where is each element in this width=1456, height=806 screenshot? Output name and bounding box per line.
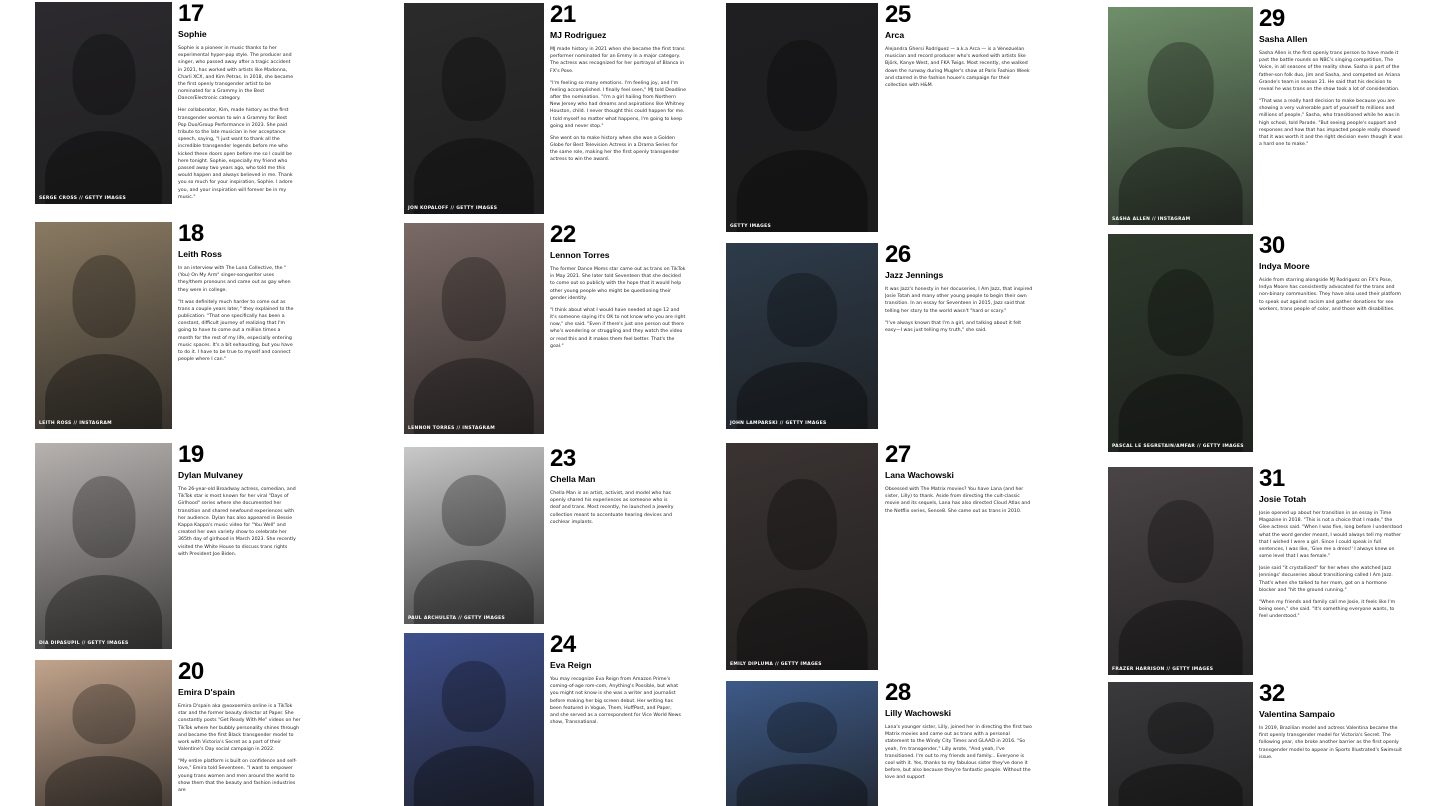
entry-body [178,265,296,363]
entry-person-name: Emira D'spain [178,687,235,697]
entry-body [178,486,298,558]
entry-paragraph: Aside from starring alongside MJ Rodriguez on FX's Pose, Indya Moore has consistently advocated for the trans and non-binary communities. They have also used their platform to speak out against racism and gather donations for sex workers, trans people of color, and those with disabilities. [1259,278,1402,312]
photo-credit: DIA DIPASUPIL // GETTY IMAGES [39,641,129,646]
entry-text [885,443,1033,670]
entry-photo [726,443,878,670]
photo-credit: JOHN LAMPARSKI // GETTY IMAGES [730,421,827,426]
portrait-head-shape [72,684,135,744]
entry-paragraph: Her collaborator, Kim, made history as the first transgender woman to win a Grammy for Best Pop Duo/Group Performance in 2023. She paid tribute to the late musician in her acceptance speech, saying, "I just want to thank all the incredible transgender legends before me who kicked these doors open before me so I could be here tonight. Sophie, especially my friend who passed away two years ago, who told me this would happen and always believed in me. Thank you so much for your inspiration, Sophie. I adore you, and your inspiration will forever be in my music." [178,108,293,200]
portrait-head-shape [767,273,837,347]
entry-photo [404,447,544,624]
entry-text [178,443,298,649]
entry-body [550,676,682,726]
portrait-body-shape [414,358,534,434]
entry-photo [1108,234,1253,452]
portrait-body-shape [45,756,163,806]
entry-paragraph: MJ made history in 2021 when she became the first trans performer nominated for an Emmy in a major category. The actress was recognized for her portrayal of Blanca in FX's Pose. [550,47,685,74]
entry-paragraph: "I think about what I would have needed at age 12 and it's someone saying it's OK to not know who you are right now," she said. "Even if there's just one person out there who's wondering or struggling and they watch the video or read this and it makes them feel better. That's the goal." [550,307,686,349]
entry-body [1259,725,1404,761]
entry-person-name: MJ Rodriguez [550,30,607,40]
entry-paragraph: "That was a really hard decision to make because you are showing a very vulnerable part of yourself to millions and millions of people," Sasha, who transitioned while he was in high school, told Parade. "But seeing people's support and responses and how that has impacted people really showed that it was worth it and the right decision even though it was a hard one to make." [1259,99,1403,148]
entry-body [1259,50,1404,148]
entry-person-name: Eva Reign [550,660,592,670]
entry-text [178,2,296,204]
entry-text [1259,682,1404,806]
entry-paragraph: Lana's younger sister, Lilly, joined her in directing the first two Matrix movies and came out as trans with a personal statement to the Windy City Times and GLAAD in 2016. "So yeah, I'm transgender," Lilly wrote, "And yeah, I've transitioned. I'm out to my friends and family... Everyone is cool with it. Yes, thanks to my fabulous sister they've done it before, but also because they're fantastic people. Without the love and support [885,725,1032,781]
entry-rank-number: 18 [178,222,204,247]
entry-rank-number: 17 [178,2,204,27]
entry-photo [1108,7,1253,225]
entry-photo [35,443,172,649]
entry-paragraph: Obsessed with The Matrix movies? You have Lana (and her sister, Lilly) to thank. Aside from directing the cult-classic movie and its sequels, Lana has also directed Cloud Atlas and the Netflix series, Sense8. She came out as trans in 2010. [885,487,1031,514]
portrait-body-shape [414,746,534,806]
entry-photo [1108,467,1253,675]
entry-body [885,724,1035,782]
portrait-body-shape [45,575,163,649]
entry-text [885,681,1035,806]
entry-rank-number: 25 [885,3,911,28]
entry-photo [726,243,878,429]
portrait-body-shape [45,354,163,429]
photo-credit: EMILY DIPLUMA // GETTY IMAGES [730,662,822,667]
entry-text [178,660,302,806]
portrait-head-shape [72,255,135,338]
entry-paragraph: "I've always known that I'm a girl, and talking about it felt easy—I was just telling my truth," she said. [885,320,1022,333]
portrait-head-shape [442,661,506,732]
entry-body [550,46,686,164]
portrait-head-shape [767,479,837,570]
entry-paragraph: She went on to make history when she won a Golden Globe for Best Television Actress in a Drama Series for the same role, making her the first openly transgender actress to win the award. [550,135,680,163]
entry-person-name: Dylan Mulvaney [178,470,243,480]
entry-body [550,490,678,526]
portrait-body-shape [1118,147,1243,225]
entry-body [178,703,302,794]
entry-photo [726,681,878,806]
entry-person-name: Valentina Sampaio [1259,709,1335,719]
entry-paragraph: The former Dance Moms star came out as trans on TikTok in May 2021. She later told Seventeen that she decided to come out so publicly with the hope that it would help other young people who might be questioning their gender identity. [550,267,686,301]
portrait-head-shape [442,37,506,121]
portrait-head-shape [1147,269,1214,356]
portrait-body-shape [1118,600,1243,675]
entry-person-name: Sophie [178,29,207,39]
entry-paragraph: Josie said "it crystallized" for her when she watched Jazz Jennings' docuseries about transitioning called I Am Jazz. That's when she talked to her mom, got on a hormone blocker and "hit the ground running." [1259,566,1393,593]
entry-rank-number: 22 [550,223,576,248]
entry-paragraph: You may recognize Eva Reign from Amazon Prime's coming-of-age rom-com, Anything's Possible, but what you might not know is she was a writer and journalist before making her big screen debut. Her writing has been featured in Vogue, Them, HuffPost, and Paper, and she served as a correspondent for Vice World News show, Transnational. [550,677,681,726]
entry-body [885,286,1033,334]
portrait-body-shape [1118,374,1243,452]
photo-credit: LEITH ROSS // INSTAGRAM [39,421,112,426]
entry-person-name: Lilly Wachowski [885,708,952,718]
photo-credit: SASHA ALLEN // INSTAGRAM [1112,217,1191,222]
photo-credit: SERGE CROSS // GETTY IMAGES [39,196,126,201]
entry-person-name: Lennon Torres [550,250,610,260]
entry-paragraph: Alejandra Ghersi Rodríguez — a.k.a Arca — is a Venezuelan musician and record producer who's worked with artists like Björk, Kanye West, and FKA Twigs. Most recently, she walked down the runway during Mugler's show at Paris Fashion Week and starred in the fashion house's campaign for their collection with H&M. [885,47,1030,89]
entry-rank-number: 19 [178,443,204,468]
entry-photo [35,660,172,806]
entry-person-name: Leith Ross [178,249,222,259]
entry-paragraph: Josie opened up about her transition in an essay in Time Magazine in 2018. "This is not a choice that I made," the Glee actress said. "When I was five, long before I understood what the word gender meant, I would always tell my mother that I wished I were a girl. Since I could speak in full sentences, I was like, 'Give me a dress!' I always knew on some level that I was female." [1259,511,1403,560]
photo-credit: PAUL ARCHULETA // GETTY IMAGES [408,616,506,621]
entry-person-name: Chella Man [550,474,596,484]
entry-paragraph: Chella Man is an artist, activist, and model who has openly shared his experiences as someone who is deaf and trans. Most recently, he launched a jewelry collection meant to accentuate hearing devices and cochlear implants. [550,491,674,525]
entry-paragraph: Sasha Allen is the first openly trans person to have made it past the battle rounds on NBC's singing competition, The Voice, in all seasons of the reality show. Sasha is part of the father-son folk duo, Jim and Sasha, and competed on Ariana Grande's team in season 21. He said that his decision to reveal he was trans on the show took a lot of consideration. [1259,51,1401,93]
entry-photo [35,222,172,429]
portrait-head-shape [442,257,506,341]
entry-text [550,3,686,214]
portrait-head-shape [767,702,837,754]
entry-rank-number: 24 [550,633,576,658]
entry-body [178,45,296,201]
entry-body [550,266,686,350]
portrait-body-shape [737,150,868,232]
entry-rank-number: 20 [178,660,204,685]
portrait-body-shape [1118,764,1243,806]
entry-paragraph: It was Jazz's honesty in her docuseries, I Am Jazz, that inspired Josie Totah and many other young people to begin their own transition. In an essay for Seventeen in 2015, Jazz said that telling her story to the world wasn't "hard or scary." [885,287,1033,314]
portrait-body-shape [414,138,534,214]
entry-rank-number: 26 [885,243,911,268]
entry-text [1259,7,1404,225]
entry-person-name: Arca [885,30,905,40]
portrait-head-shape [1147,702,1214,753]
portrait-body-shape [45,131,163,204]
entry-body [885,486,1033,515]
entry-person-name: Jazz Jennings [885,270,944,280]
portrait-head-shape [72,34,135,115]
entry-rank-number: 28 [885,681,911,706]
entry-person-name: Indya Moore [1259,261,1310,271]
entry-text [550,633,682,806]
entry-paragraph: "I'm feeling so many emotions. I'm feeling joy, and I'm feeling accomplished. I finally feel seen," MJ told Deadline after the nomination. "I'm a girl hailing from Northern New Jersey who had dreams and aspirations like Whitney Houston, child. I never thought this could happen for me. I told myself no matter what happens, I'm going to keep going and never stop." [550,80,686,129]
entry-body [1259,510,1404,620]
entry-text [550,223,686,434]
entry-person-name: Sasha Allen [1259,34,1308,44]
photo-credit: LENNON TORRES // INSTAGRAM [408,426,495,431]
entry-text [1259,467,1404,675]
entry-paragraph: "My entire platform is built on confidence and self-love," Emira told Seventeen. "I want to empower young trans women and men around the world to show them that the beauty and fashion industries are [178,759,297,794]
entry-photo [404,633,544,806]
entry-paragraph: "When my friends and family call me Josie, it feels like I'm being seen," she said. "It's something everyone wants, to feel understood." [1259,599,1396,620]
entry-person-name: Lana Wachowski [885,470,954,480]
entry-body [1259,277,1404,313]
entry-rank-number: 31 [1259,467,1285,492]
entry-body [885,46,1033,89]
photo-credit: PASCAL LE SEGRETAIN/AMFAR // GETTY IMAGES [1112,444,1244,449]
entry-text [885,243,1033,429]
portrait-head-shape [1147,42,1214,129]
photo-credit: FRAZER HARRISON // GETTY IMAGES [1112,667,1214,672]
entry-text [885,3,1033,232]
entry-photo [35,2,172,204]
portrait-body-shape [414,560,534,624]
portrait-head-shape [72,476,135,558]
entry-text [178,222,296,429]
entry-paragraph: The 26-year-old Broadway actress, comedian, and TikTok star is most known for her viral "Days of Girlhood" series where she documented her transition and shared newfound experiences with her audience. Dylan has also appeared in Bessie Kappa Kappa's music video for "You Well" and created her own variety show to celebrate her 365th day of girlhood in March 2023. She recently visited the White House to discuss trans rights with President Joe Biden. [178,487,296,557]
photo-credit: JON KOPALOFF // GETTY IMAGES [408,206,498,211]
portrait-head-shape [767,40,837,132]
entry-paragraph: In an interview with The Luna Collective, the "(You) On My Arm" singer-songwriter uses they/them pronouns and came out as gay when they were in college. [178,266,291,293]
entry-paragraph: In 2019, Brazilian model and actress Valentina became the first openly transgender model for Victoria's Secret. The following year, she broke another barrier as the first openly transgender model to appear in Sports Illustrated's Swimsuit issue. [1259,726,1402,760]
entry-rank-number: 32 [1259,682,1285,707]
portrait-body-shape [737,764,868,806]
entry-person-name: Josie Totah [1259,494,1307,504]
entry-photo [404,3,544,214]
entry-photo [404,223,544,434]
entry-photo [726,3,878,232]
entry-rank-number: 23 [550,447,576,472]
entry-photo [1108,682,1253,806]
entry-text [1259,234,1404,452]
portrait-body-shape [737,588,868,670]
photo-credit: GETTY IMAGES [730,224,772,229]
entry-rank-number: 27 [885,443,911,468]
portrait-head-shape [1147,500,1214,583]
portrait-body-shape [737,362,868,429]
entry-text [550,447,678,624]
entry-paragraph: Emira D'spain aka @xoxoemira online is a TikTok star and the former beauty director at Paper. She constantly posts "Get Ready With Me" videos on her TikTok where her bubbly personality shines through and became the first Black transgender model to work with Victoria's Secret as a part of their Valentine's Day social campaign in 2022. [178,704,301,753]
entry-paragraph: "It was definitely much harder to come out as trans a couple years later," they explained to the publication. "That one specifically has been a constant, difficult journey of realizing that I'm going to have to come out a million times a month for the rest of my life, especially entering music spaces. It's a bit exhausting, but you have to do it. I have to be true to myself and connect people where I can." [178,299,294,363]
entry-rank-number: 30 [1259,234,1285,259]
entry-paragraph: Sophie is a pioneer in music thanks to her experimental hyper-pop style. The producer and singer, who passed away after a tragic accident in 2021, has worked with artists like Madonna, Charli XCX, and Kim Petras. In 2018, she became the first openly transgender artist to be nominated for a Grammy in the Best Dance/Electronic category. [178,46,294,102]
entry-rank-number: 21 [550,3,576,28]
entry-rank-number: 29 [1259,7,1285,32]
portrait-head-shape [442,475,506,546]
